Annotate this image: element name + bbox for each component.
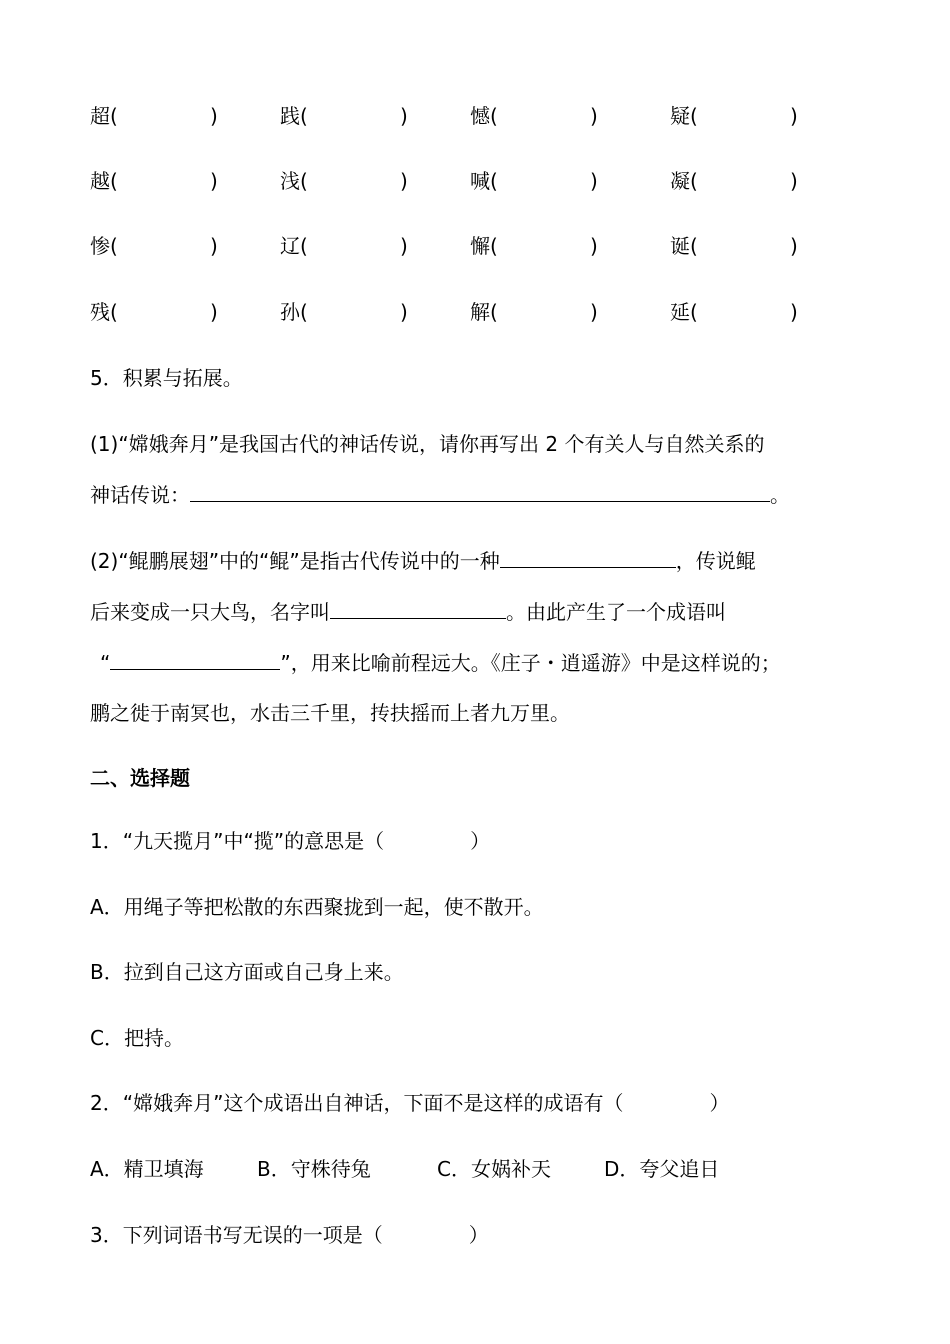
section-heading: 二、选择题 [90, 766, 190, 790]
question-close: ） [470, 829, 491, 853]
mc-q1-option-a: A．用绳子等把松散的东西聚拢到一起，使不散开。 [90, 895, 544, 919]
q2-line3-prefix: “ [100, 651, 111, 675]
char-grid-row-3 [90, 231, 870, 261]
question-text: 3．下列词语书写无误的一项是（ [90, 1223, 383, 1247]
section5-q1-line2 [90, 480, 790, 510]
mc-question-2 [90, 1088, 729, 1118]
mc-question-1 [90, 826, 490, 856]
q2-line1-suffix: ，传说鲲 [675, 549, 756, 573]
section5-q2-line4: 鹏之徙于南冥也，水击三千里，抟扶摇而上者九万里。 [90, 701, 570, 725]
answer-blank[interactable] [190, 481, 770, 502]
q2-line2-prefix: 后来变成一只大鸟，名字叫 [90, 600, 330, 624]
char-cell: 喊( ) [470, 169, 598, 193]
section5-q2-line3 [100, 648, 781, 678]
char-cell: 凝( ) [670, 169, 798, 193]
char-cell: 超( ) [90, 104, 218, 128]
char-cell: 懈( ) [470, 234, 598, 258]
mc-q1-option-c: C．把持。 [90, 1026, 184, 1050]
char-cell: 延( ) [670, 300, 798, 324]
question-text: 1．“九天揽月”中“揽”的意思是（ [90, 829, 385, 853]
mc-q1-option-b: B．拉到自己这方面或自己身上来。 [90, 960, 404, 984]
char-cell: 践( ) [280, 104, 408, 128]
section5-q2-line1 [90, 546, 756, 576]
char-cell: 浅( ) [280, 169, 408, 193]
question-close: ） [709, 1091, 730, 1115]
section5-q2-line2 [90, 597, 726, 627]
mc-q2-option: D．夸父追日 [604, 1157, 720, 1181]
char-cell: 惨( ) [90, 234, 218, 258]
mc-q2-option: A．精卫填海 [90, 1157, 204, 1181]
char-grid-row-2 [90, 166, 870, 196]
char-cell: 疑( ) [670, 104, 798, 128]
q2-line2-suffix: 。由此产生了一个成语叫 [506, 600, 726, 624]
char-cell: 越( ) [90, 169, 218, 193]
answer-blank[interactable] [330, 598, 506, 619]
mc-q2-option: B．守株待兔 [257, 1157, 371, 1181]
mc-q2-options [90, 1154, 719, 1184]
char-cell: 孙( ) [280, 300, 408, 324]
mc-question-3 [90, 1220, 489, 1250]
answer-blank[interactable] [110, 649, 280, 670]
q1-suffix: 。 [770, 483, 790, 507]
char-cell: 诞( ) [670, 234, 798, 258]
section5-q1-line1: (1)“嫦娥奔月”是我国古代的神话传说，请你再写出 2 个有关人与自然关系的 [90, 432, 765, 456]
section5-title: 5．积累与拓展。 [90, 366, 243, 390]
question-text: 2．“嫦娥奔月”这个成语出自神话，下面不是这样的成语有（ [90, 1091, 624, 1115]
char-cell: 残( ) [90, 300, 218, 324]
question-close: ） [468, 1223, 489, 1247]
char-grid-row-4 [90, 297, 870, 327]
char-cell: 憾( ) [470, 104, 598, 128]
char-grid-row-1 [90, 101, 870, 131]
mc-q2-option: C．女娲补天 [437, 1157, 551, 1181]
answer-blank[interactable] [500, 547, 676, 568]
char-cell: 解( ) [470, 300, 598, 324]
q1-prefix: 神话传说： [90, 483, 190, 507]
q2-line3-suffix: ”，用来比喻前程远大。《庄子・逍遥游》中是这样说的； [280, 651, 781, 675]
q2-line1-prefix: (2)“鲲鹏展翅”中的“鲲”是指古代传说中的一种 [90, 549, 500, 573]
char-cell: 辽( ) [280, 234, 408, 258]
